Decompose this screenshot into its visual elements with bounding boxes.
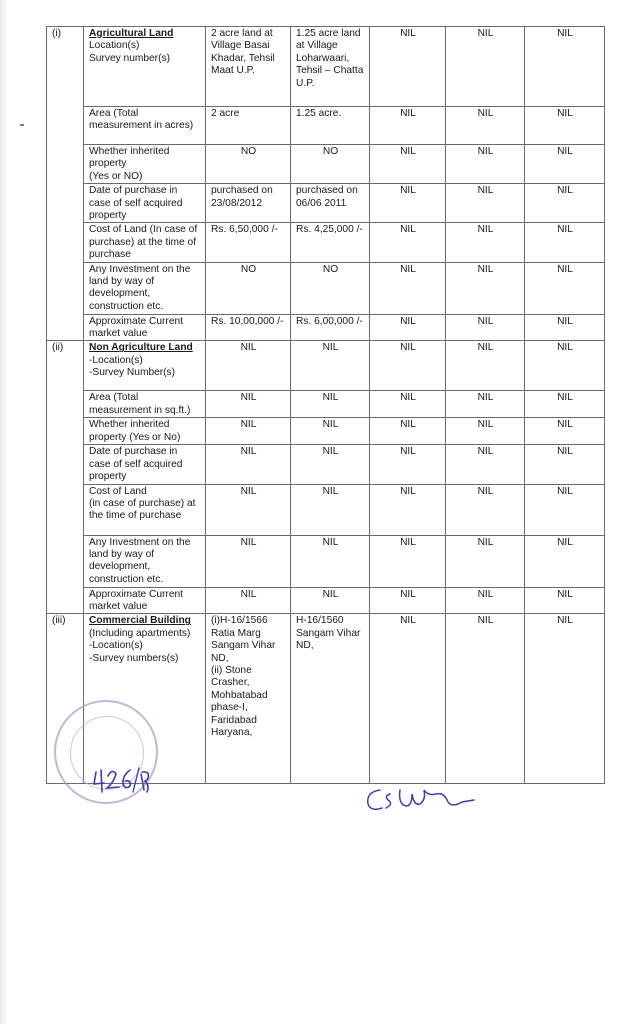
row-label-text: -Location(s) -Survey Number(s) [89,354,176,379]
section-number: (ii) [47,341,84,614]
section-heading: Agricultural Land [89,28,174,39]
cell-value: NIL [206,445,291,484]
cell-value: NIL [446,107,525,145]
table-row [47,27,605,107]
cell-value: NIL [525,535,605,587]
cell-value: purchased on 23/08/2012 [206,184,291,223]
cell-value: NIL [446,314,525,341]
cell-value: 2 acre [206,107,291,145]
handwritten-date-signature [92,762,152,798]
cell-value: Rs. 6,50,000 /- [206,223,291,262]
signature [362,780,478,820]
cell-value: NIL [370,223,446,262]
cell-value: NIL [446,418,525,445]
cell-value: NIL [446,535,525,587]
cell-value: NIL [206,418,291,445]
cell-value: NO [291,262,370,314]
table-row [47,484,605,535]
cell-value: NIL [446,27,525,107]
section-number: (i) [47,27,84,341]
cell-value: NIL [525,145,605,184]
assets-table [46,26,605,784]
cell-value: NIL [446,587,525,614]
cell-value: 1.25 acre land at Village Loharwaari, Tehsil – Chatta U.P. [291,27,370,107]
cell-value: NIL [206,484,291,535]
table-row [47,145,605,184]
cell-value: 2 acre land at Village Basai Khadar, Tehsil Maat U.P. [206,27,291,107]
cell-value: NO [291,145,370,184]
cell-value: NIL [525,223,605,262]
table-row [47,535,605,587]
cell-value: NIL [291,391,370,418]
table-row [47,107,605,145]
cell-value: NIL [525,391,605,418]
table-row [47,223,605,262]
cell-value: NIL [446,484,525,535]
cell-value: NIL [370,391,446,418]
cell-value: NIL [446,341,525,391]
cell-value: NIL [525,314,605,341]
cell-value: NIL [291,484,370,535]
cell-value: NIL [446,445,525,484]
row-label: Area (Total measurement in acres) [84,107,206,145]
table-row [47,445,605,484]
row-label: Whether inherited property (Yes or NO) [84,145,206,184]
cell-value: NIL [370,445,446,484]
table-row [47,184,605,223]
table-row [47,391,605,418]
cell-value: NIL [370,418,446,445]
table-row [47,262,605,314]
cell-value: NIL [525,341,605,391]
cell-value: NIL [370,341,446,391]
table-row [47,587,605,614]
cell-value: NIL [370,262,446,314]
cell-value: NIL [446,223,525,262]
cell-value: Rs. 4,25,000 /- [291,223,370,262]
cell-value: NIL [446,614,525,784]
cell-value: NIL [525,445,605,484]
cell-value: NO [206,145,291,184]
cell-value: NIL [370,145,446,184]
cell-value: NIL [525,184,605,223]
cell-value: NIL [370,27,446,107]
cell-value: NIL [206,391,291,418]
cell-value: NIL [446,391,525,418]
row-label: Date of purchase in case of self acquired property [84,445,206,484]
row-label [84,27,206,107]
scan-edge [0,0,8,1024]
cell-value: NIL [525,614,605,784]
cell-value: NIL [525,27,605,107]
cell-value: NIL [370,614,446,784]
cell-value: NIL [370,107,446,145]
row-label: Cost of Land (in case of purchase) at the time of purchase [84,484,206,535]
row-label: Any Investment on the land by way of development, construction etc. [84,262,206,314]
cell-value: NIL [291,418,370,445]
section-heading: Non Agriculture Land [89,342,193,354]
cell-value: Rs. 6,00,000 /- [291,314,370,341]
table-row [47,314,605,341]
cell-value: NIL [370,535,446,587]
cell-value: NIL [206,587,291,614]
cell-value: NIL [525,587,605,614]
section-heading: Commercial Building [89,615,191,627]
cell-value: NIL [206,341,291,391]
scan-mark [20,124,24,126]
cell-value: NIL [370,587,446,614]
cell-value: NIL [446,262,525,314]
row-label [84,341,206,391]
cell-value: NIL [446,184,525,223]
cell-value: (i)H-16/1566 Ratia Marg Sangam Vihar ND, (ii) Stone Crasher, Mohbatabad phase-I, Faridabad Haryana, [206,614,291,784]
cell-value: NIL [525,418,605,445]
cell-value: NIL [291,445,370,484]
section-number: (iii) [47,614,84,784]
cell-value: NIL [206,535,291,587]
cell-value: NIL [370,184,446,223]
cell-value: Rs. 10,00,000 /- [206,314,291,341]
cell-value: NIL [370,484,446,535]
table-row [47,418,605,445]
row-label-text: (Including apartments) -Location(s) -Survey numbers(s) [89,627,191,664]
row-label-text: Location(s) Survey number(s) [89,40,170,64]
cell-value: NIL [291,587,370,614]
row-label: Approximate Current market value [84,587,206,614]
cell-value: NIL [525,107,605,145]
cell-value: NO [206,262,291,314]
cell-value: NIL [446,145,525,184]
row-label: Date of purchase in case of self acquired property [84,184,206,223]
cell-value: NIL [525,262,605,314]
row-label: Cost of Land (In case of purchase) at the time of purchase [84,223,206,262]
row-label: Whether inherited property (Yes or No) [84,418,206,445]
table-row [47,341,605,391]
cell-value: NIL [291,341,370,391]
cell-value: NIL [291,535,370,587]
cell-value: 1.25 acre. [291,107,370,145]
cell-value: NIL [525,484,605,535]
cell-value: purchased on 06/06 2011 [291,184,370,223]
row-label: Approximate Current market value [84,314,206,341]
row-label: Area (Total measurement in sq.ft.) [84,391,206,418]
cell-value: NIL [370,314,446,341]
cell-value: H-16/1560 Sangam Vihar ND, [291,614,370,784]
row-label: Any Investment on the land by way of development, construction etc. [84,535,206,587]
